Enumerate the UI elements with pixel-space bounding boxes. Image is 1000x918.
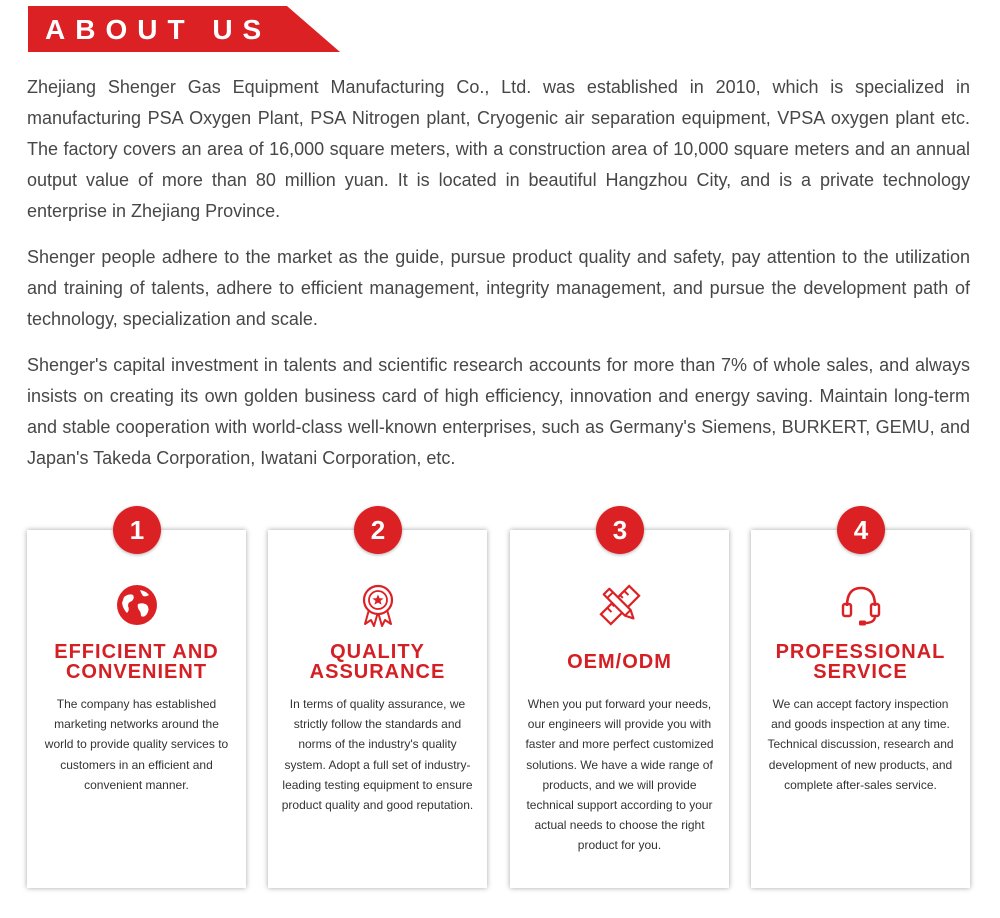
award-ribbon-icon: [355, 582, 401, 628]
card-description: The company has established marketing networks around the world to provide quality services to customers in an efficient and convenient manner.: [44, 697, 229, 792]
step-number-badge: 3: [596, 506, 644, 554]
feature-card-service: [751, 530, 970, 888]
globe-icon: [114, 582, 160, 628]
pencil-ruler-icon: [597, 582, 643, 628]
intro-text: [27, 72, 970, 489]
intro-paragraph: Zhejiang Shenger Gas Equipment Manufacturing Co., Ltd. was established in 2010, which is specialized in manufacturing PSA Oxygen Plant, PSA Nitrogen plant, Cryogenic air separation equipment, VPSA oxygen plant etc. The factory covers an area of 16,000 square meters, with a construction area of 10,000 square meters and an annual output value of more than 80 million yuan. It is located in beautiful Hangzhou City, and is a private technology enterprise in Zhejiang Province.: [27, 77, 970, 221]
card-title: QUALITY ASSURANCE: [309, 641, 446, 683]
feature-card-oem: [510, 530, 729, 888]
about-us-title: ABOUT US: [45, 14, 272, 45]
card-description: When you put forward your needs, our engineers will provide you with faster and more perfect customized solutions. We have a wide range of products, and we will provide technical support according to your actual needs to choose the right product for you.: [525, 697, 714, 853]
card-description: In terms of quality assurance, we strictly follow the standards and norms of the industry's quality system. Adopt a full set of industry-leading testing equipment to ensure product quality and good reputation.: [281, 697, 474, 813]
feature-card-efficient: [27, 530, 246, 888]
feature-card-quality: [268, 530, 487, 888]
step-number-badge: 4: [837, 506, 885, 554]
card-title: EFFICIENT AND CONVENIENT: [54, 641, 219, 683]
headset-icon: [838, 582, 884, 628]
step-number-badge: 1: [113, 506, 161, 554]
card-description: We can accept factory inspection and goods inspection at any time. Technical discussion, research and development of new products, and complete after-sales service.: [767, 697, 954, 792]
intro-paragraph: Shenger people adhere to the market as the guide, pursue product quality and safety, pay attention to the utilization and training of talents, adhere to efficient management, integrity management, and pursue the development path of technology, specialization and scale.: [27, 247, 970, 329]
card-title: PROFESSIONAL SERVICE: [775, 641, 946, 683]
intro-paragraph: Shenger's capital investment in talents and scientific research accounts for more than 7% of whole sales, and always insists on creating its own golden business card of high efficiency, innovation and energy saving. Maintain long-term and stable cooperation with world-class well-known enterprises, such as Germany's Siemens, BURKERT, GEMU, and Japan's Takeda Corporation, Iwatani Corporation, etc.: [27, 355, 970, 468]
step-number-badge: 2: [354, 506, 402, 554]
card-title: OEM/ODM: [567, 651, 672, 673]
